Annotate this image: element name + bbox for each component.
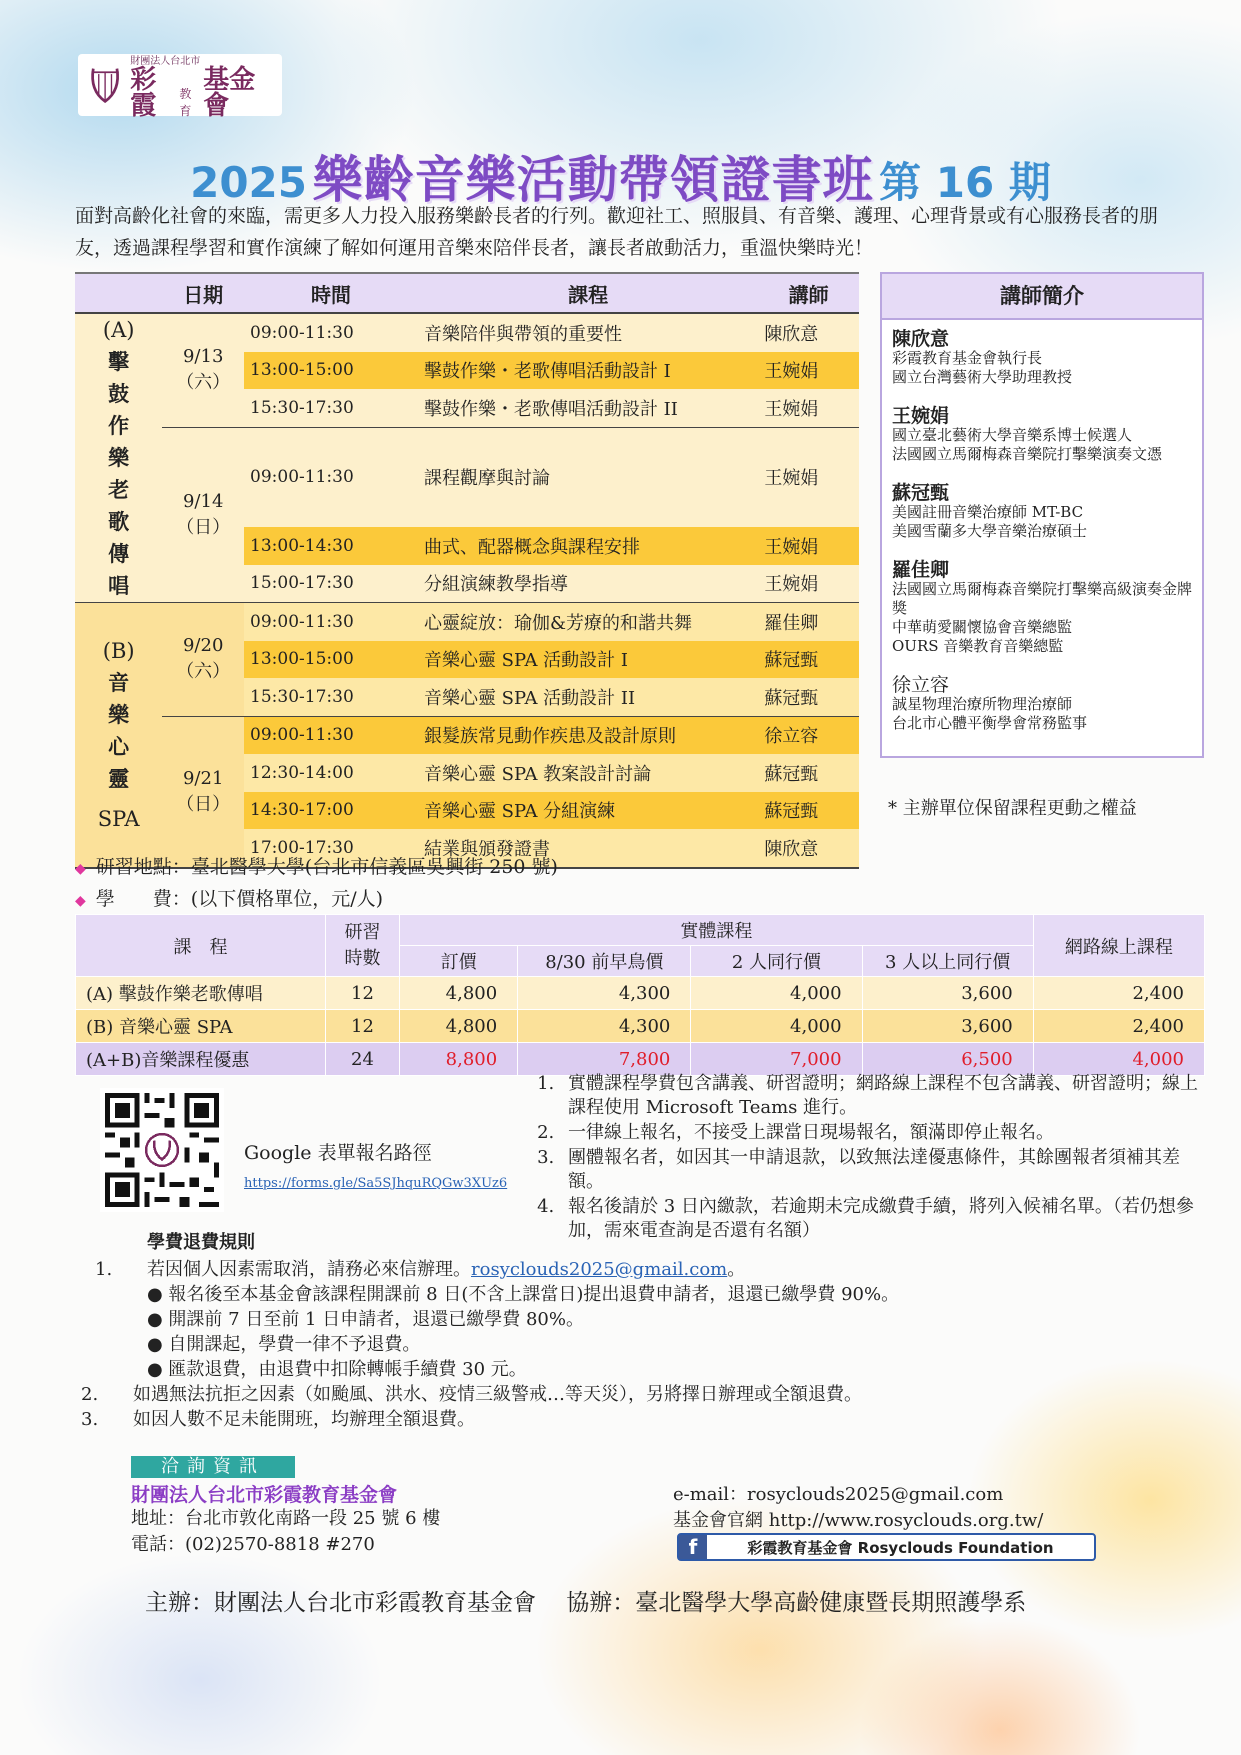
registration-label: Google 表單報名路徑 (244, 1142, 432, 1164)
instructor-item: 王婉娟 國立臺北藝術大學音樂系博士候選人 法國國立馬爾梅森音樂院打擊樂演奏文憑 (892, 405, 1163, 463)
table-row: 9/14 （日） 09:00-11:30 課程觀摩與討論 王婉娟 (75, 427, 859, 527)
refund-title: 學費退費規則 (147, 1232, 255, 1253)
group-b-label: (B) 音 樂 心 靈 SPA (75, 603, 162, 868)
registration-link[interactable]: https://forms.gle/Sa5SJhquRQGw3XUz6 (244, 1176, 508, 1191)
day-cell: 9/21 （日） (162, 716, 244, 868)
day-cell: 9/13 （六） (162, 313, 244, 427)
day-cell: 9/14 （日） (162, 427, 244, 603)
location-line: ◆ 研習地點：臺北醫學大學(台北市信義區吳興街 250 號) (75, 856, 558, 878)
table-row: (A) 擊鼓作樂老歌傳唱 12 4,800 4,300 4,000 3,600 2,400 (76, 977, 1205, 1010)
fee-table: 課 程 研習 時數 實體課程 網路線上課程 訂價 8/30 前早鳥價 2 人同行價 3 人以上同行價 (A) 擊鼓作樂老歌傳唱 12 4,800 4,300 4,000 3,600 2,400 (B) 音樂心靈 SPA 12 4,800 4,300 4,000 3,600 2,400 (A+B)音樂課程優惠 24 8,800 7,800 7,000 6,500 4,000 (75, 914, 1205, 1076)
table-row: (B) 音 樂 心 靈 SPA 9/20 （六） 09:00-11:30 心靈綻放：瑜伽&芳療的和諧共舞 羅佳卿 (75, 603, 859, 641)
footer-organizers: 主辦：財團法人台北市彩霞教育基金會 協辦：臺北醫學大學高齡健康暨長期照護學系 (145, 1590, 1027, 1616)
list-item: 1. 若因個人因素需取消，請務必來信辦理。rosyclouds2025@gmail.com。 (95, 1259, 746, 1280)
col-teacher: 講師 (758, 273, 859, 313)
list-item: ● 報名後至本基金會該課程開課前 8 日(不含上課當日)提出退費申請者，退還已繳學費 90%。 (147, 1284, 900, 1305)
title-year: 2025 (190, 158, 308, 207)
table-row: 13:00-15:00 音樂心靈 SPA 活動設計 I 蘇冠甄 (75, 641, 859, 679)
instructor-panel-title: 講師簡介 (882, 274, 1202, 320)
disclaimer-note: * 主辦單位保留課程更動之權益 (888, 798, 1137, 819)
table-row: 17:00-17:30 結業與頒發證書 陳欣意 (75, 829, 859, 868)
contact-tag: 洽詢資訊 (131, 1456, 295, 1478)
col-date: 日期 (162, 273, 244, 313)
list-item: 3. 如因人數不足未能開班，均辦理全額退費。 (81, 1409, 475, 1430)
contact-website[interactable]: 基金會官網 http://www.rosyclouds.org.tw/ (673, 1510, 1044, 1531)
list-item: 3. 團體報名者，如因其一申請退款，以致無法達優惠條件，其餘團報者須補其差額。 (560, 1146, 1206, 1194)
contact-address-block: 地址：台北市敦化南路一段 25 號 6 樓 電話：(02)2570-8818 #270 (131, 1508, 441, 1555)
table-row: 13:00-15:00 擊鼓作樂・老歌傳唱活動設計 I 王婉娟 (75, 352, 859, 390)
instructor-item: 蘇冠甄 美國註冊音樂治療師 MT-BC 美國雪蘭多大學音樂治療碩士 (892, 482, 1088, 540)
day-cell: 9/20 （六） (162, 603, 244, 717)
refund-email-link[interactable]: rosyclouds2025@gmail.com (471, 1259, 728, 1280)
list-item: ● 開課前 7 日至前 1 日申請者，退還已繳學費 80%。 (147, 1309, 584, 1330)
facebook-badge[interactable]: f 彩霞教育基金會 Rosyclouds Foundation (677, 1533, 1096, 1561)
intro-paragraph: 面對高齡化社會的來臨，需更多人力投入服務樂齡長者的行列。歡迎社工、照服員、有音樂、護理、心理背景或有心服務長者的朋友，透過課程學習和實作演練了解如何運用音樂來陪伴長者，讓長者啟動活力，重溫快樂時光！ (75, 205, 1159, 259)
col-time: 時間 (244, 273, 418, 313)
title-episode: 第 16 期 (879, 158, 1051, 207)
diamond-bullet-icon: ◆ (75, 893, 86, 909)
instructor-item: 羅佳卿 法國國立馬爾梅森音樂院打擊樂高級演奏金牌獎 中華萌愛關懷協會音樂總監 OURS 音樂教育音樂總監 (892, 559, 1193, 655)
table-row: 13:00-14:30 曲式、配器概念與課程安排 王婉娟 (75, 527, 859, 565)
facebook-icon: f (679, 1535, 707, 1559)
qr-code-icon[interactable] (100, 1088, 224, 1212)
table-row: 9/21 （日） 09:00-11:30 銀髮族常見動作疾患及設計原則 徐立容 (75, 716, 859, 754)
instructor-item: 徐立容 誠星物理治療所物理治療師 台北市心體平衡學會常務監事 (892, 674, 1088, 732)
list-item: 2. 如遇無法抗拒之因素（如颱風、洪水、疫情三級警戒…等天災），另將擇日辦理或全額退費。 (81, 1384, 862, 1405)
contact-org: 財團法人台北市彩霞教育基金會 (131, 1484, 398, 1506)
list-item: 2. 一律線上報名，不接受上課當日現場報名，額滿即停止報名。 (560, 1121, 1206, 1145)
foundation-logo: 財團法人台北市 彩霞 教育 基金會 (78, 54, 282, 116)
refund-rules (81, 1230, 1195, 1432)
table-row: 12:30-14:00 音樂心靈 SPA 教案設計討論 蘇冠甄 (75, 754, 859, 792)
table-row: 15:30-17:30 音樂心靈 SPA 活動設計 II 蘇冠甄 (75, 678, 859, 716)
table-row: (A) 擊 鼓 作 樂 老 歌 傳 唱 9/13 （六） 09:00-11:30 音樂陪伴與帶領的重要性 陳欣意 (75, 313, 859, 352)
contact-online-block (673, 1482, 1043, 1534)
schedule-table (75, 272, 859, 869)
contact-email[interactable]: e-mail：rosyclouds2025@gmail.com (673, 1484, 1004, 1505)
registration-notes (516, 1072, 1206, 1244)
list-item: ● 自開課起，學費一律不予退費。 (147, 1334, 421, 1355)
table-row: 14:30-17:00 音樂心靈 SPA 分組演練 蘇冠甄 (75, 792, 859, 830)
list-item: ● 匯款退費，由退費中扣除轉帳手續費 30 元。 (147, 1359, 527, 1380)
col-course: 課程 (418, 273, 758, 313)
lyre-logo-icon (86, 61, 124, 109)
title-main: 樂齡音樂活動帶領證書班 (312, 151, 874, 209)
list-item: 4. 報名後請於 3 日內繳款，若逾期未完成繳費手續，將列入候補名單。（若仍想參加，需來電查詢是否還有名額） (560, 1195, 1206, 1243)
table-row: (B) 音樂心靈 SPA 12 4,800 4,300 4,000 3,600 2,400 (76, 1010, 1205, 1043)
instructor-panel (880, 272, 1204, 758)
group-a-label: (A) 擊 鼓 作 樂 老 歌 傳 唱 (75, 313, 162, 603)
table-row: (A+B)音樂課程優惠 24 8,800 7,800 7,000 6,500 4,000 (76, 1043, 1205, 1076)
instructor-item: 陳欣意 彩霞教育基金會執行長 國立台灣藝術大學助理教授 (892, 328, 1073, 386)
list-item: 1. 實體課程學費包含講義、研習證明；網路線上課程不包含講義、研習證明；線上課程使用 Microsoft Teams 進行。 (560, 1072, 1206, 1120)
table-row: 15:00-17:30 分組演練教學指導 王婉娟 (75, 565, 859, 603)
fee-line: ◆ 學 費：(以下價格單位，元/人) (75, 888, 384, 910)
diamond-bullet-icon: ◆ (75, 861, 86, 877)
table-row: 15:30-17:30 擊鼓作樂・老歌傳唱活動設計 II 王婉娟 (75, 389, 859, 427)
